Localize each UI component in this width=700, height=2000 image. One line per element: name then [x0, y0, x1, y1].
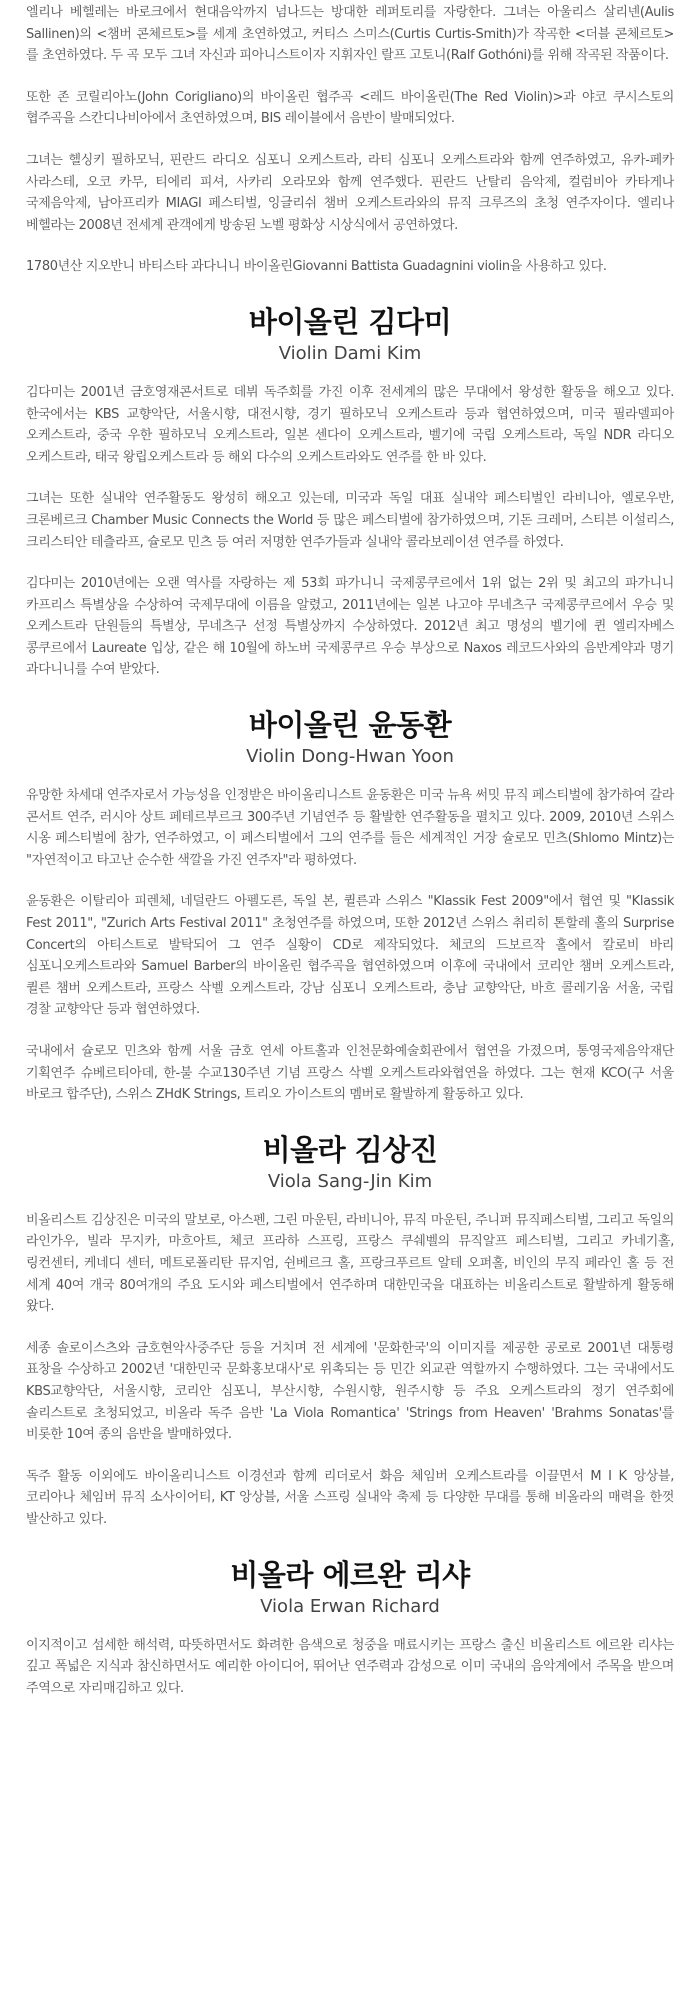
- bio-paragraph: 세종 솔로이스츠와 금호현악사중주단 등을 거치며 전 세계에 '문화한국'의 이미지를 제공한 공로로 2001년 대통령 표창을 수상하고 2002년 '대한민국 문화홍보대사'로 위촉되는 등 민간 외교관 역할까지 수행하였다. 그는 국내에서도 KBS교향악단, 서울시향, 코리안 심포니, 부산시향, 수원시향, 원주시향 등 주요 오케스트라의 정기 연주회에 솔리스트로 초청되었고, 비올라 독주 음반 'La Viola Romantica' 'Strings from Heaven' 'Brahms Sonatas'를 비롯한 10여 종의 음반을 발매하였다.: [26, 1340, 674, 1443]
- section-heading: [26, 1106, 674, 1210]
- section-title: 바이올린 윤동환: [248, 708, 452, 743]
- artist-section-dong-hwan-yoon: [26, 681, 674, 1106]
- intro-paragraph: 그녀는 헬싱키 필하모닉, 핀란드 라디오 심포니 오케스트라, 라티 심포니 오케스트라와 함께 연주하였고, 유카-페카 사라스테, 오코 카무, 티에리 피셔, 사카리 오라모와 함께 연주했다. 핀란드 난탈리 음악제, 컬럼비아 카타게나 국제음악제, 남아프리카 MIAGI 페스티벌, 잉글리쉬 챔버 오케스트라와의 뮤직 크루즈의 초청 연주자이다. 엘리나 베헬라는 2008년 전세계 관객에게 방송된 노벨 평화상 시상식에서 공연하였다.: [26, 152, 674, 233]
- section-heading: [26, 681, 674, 785]
- artist-section-sang-jin-kim: [26, 1106, 674, 1531]
- artist-section-dami-kim: [26, 278, 674, 681]
- section-subtitle: Violin Dong-Hwan Yoon: [246, 746, 454, 768]
- artist-section-erwan-richard: [26, 1531, 674, 1700]
- bio-paragraph: 김다미는 2010년에는 오랜 역사를 자랑하는 제 53회 파가니니 국제콩쿠르에서 1위 없는 2위 및 최고의 파가니니 카프리스 특별상을 수상하여 국제무대에 이름을 알렸고, 2011년에는 일본 나고야 무네츠구 국제콩쿠르에서 우승 및 오케스트라 단원들의 특별상, 무네츠구 선정 특별상까지 수상하였다. 2012년 최고 명성의 벨기에 퀸 엘리자베스 콩쿠르에서 Laureate 입상, 같은 해 10월에 하노버 국제콩쿠르 우승 부상으로 Naxos 레코드사와의 음반계약과 명기 과다니니를 수여 받았다.: [26, 576, 674, 678]
- section-subtitle: Viola Sang-Jin Kim: [267, 1170, 433, 1192]
- bio-paragraph: 국내에서 슐로모 민츠와 함께 서울 금호 연세 아트홀과 인천문화예술회관에서 협연을 가졌으며, 통영국제음악재단 기획연주 슈베르티아데, 한-불 수교130주년 기념 프랑스 삭벨 오케스트라와협연을 하였다. 그는 현재 KCO(구 서울 바로크 합주단), 스위스 ZHdK Strings, 트리오 가이스트의 멤버로 활발하게 활동하고 있다.: [26, 1044, 674, 1103]
- section-title: 비올라 에르완 리샤: [230, 1557, 470, 1592]
- bio-paragraph: 비올리스트 김상진은 미국의 말보로, 아스펜, 그린 마운틴, 라비니아, 뮤직 마운틴, 주니퍼 뮤직페스티벌, 그리고 독일의 라인가우, 빌라 무지카, 마흐아트, 체코 프라하 스프링, 프랑스 쿠쉐벨의 뮤직알프 페스티벌, 그리고 카네기홀, 링컨센터, 케네디 센터, 메트로폴리탄 뮤지엄, 쉰베르크 홀, 프랑크푸르트 알테 오퍼홀, 비인의 무직 페라인 홀 등 전 세계 40여 개국 80여개의 주요 도시와 페스티벌에서 연주하며 대한민국을 대표하는 비올리스트로 활발하게 활동해 왔다.: [26, 1212, 674, 1315]
- intro-paragraph: 또한 존 코릴리아노(John Corigliano)의 바이올린 협주곡 <레드 바이올린(The Red Violin)>과 야코 쿠시스토의 협주곡을 스칸디나비아에서 초연하였으며, BIS 레이블에서 음반이 발매되었다.: [26, 89, 674, 127]
- section-title: 바이올린 김다미: [248, 304, 452, 339]
- bio-paragraph: 이지적이고 섬세한 해석력, 따뜻하면서도 화려한 음색으로 청중을 매료시키는 프랑스 출신 비올리스트 에르완 리샤는 깊고 폭넓은 지식과 참신하면서도 예리한 아이디어, 뛰어난 연주력과 감성으로 이미 국내의 음악계에서 주목을 받으며 주역으로 자리매김하고 있다.: [26, 1637, 674, 1696]
- bio-paragraph: 윤동환은 이탈리아 피렌체, 네덜란드 아펠도른, 독일 본, 퀼른과 스위스 "Klassik Fest 2009"에서 협연 및 "Klassik Fest 2011", "Zurich Arts Festival 2011" 초청연주를 하였으며, 또한 2012년 스위스 취리히 톤할레 홀의 Surprise Concert의 아티스트로 발탁되어 그 연주 실황이 CD로 제작되었다. 체코의 드보르작 홀에서 칼로비 바리 심포니오케스트라와 Samuel Barber의 바이올린 협주곡을 협연하였으며 이후에 국내에서 코리안 챔버 오케스트라, 퀼른 챔버 오케스트라, 프랑스 삭벨 오케스트라, 강남 심포니 오케스트라, 충남 교향악단, 바흐 콜레기움 서울, 국립 경찰 교향악단 등과 협연하였다.: [26, 894, 674, 1018]
- section-title: 비올라 김상진: [262, 1132, 438, 1167]
- bio-paragraph: 유망한 차세대 연주자로서 가능성을 인정받은 바이올리니스트 윤동환은 미국 뉴욕 써밋 뮤직 페스티벌에 참가하여 갈라 콘서트 연주, 러시아 상트 페테르부르크 300주년 기념연주 등 활발한 연주활동을 펼치고 있다. 2009, 2010년 스위스 시옹 페스티벌에 참가, 연주하였고, 이 페스티벌에서 그의 연주를 들은 세계적인 거장 슐로모 민츠(Shlomo Mintz)는 "자연적이고 타고난 순수한 색깔을 가진 연주자"라 평하였다.: [26, 788, 674, 868]
- intro-paragraph: 1780년산 지오반니 바티스타 과다니니 바이올린Giovanni Battista Guadagnini violin을 사용하고 있다.: [26, 259, 607, 275]
- section-heading: [26, 278, 674, 382]
- section-subtitle: Viola Erwan Richard: [260, 1595, 440, 1617]
- section-subtitle: Violin Dami Kim: [278, 342, 422, 364]
- intro-section: [26, 2, 674, 278]
- bio-paragraph: 독주 활동 이외에도 바이올리니스트 이경선과 함께 리더로서 화음 체임버 오케스트라를 이끌면서 M I K 앙상블, 코리아나 체임버 뮤직 소사이어티, KT 앙상블, 서울 스프링 실내악 축제 등 다양한 무대를 통해 비올라의 매력을 한껏 발산하고 있다.: [26, 1468, 674, 1527]
- intro-paragraph: 엘리나 베헬레는 바로크에서 현대음악까지 넘나드는 방대한 레퍼토리를 자랑한다. 그녀는 아울리스 살리넨(Aulis Sallinen)의 <챔버 콘체르토>를 세계 초연하였고, 커티스 스미스(Curtis Curtis-Smith)가 작곡한 <더블 콘체르토>를 초연하였다. 두 곡 모두 그녀 자신과 피아니스트이자 지휘자인 랄프 고토니(Ralf Gothóni)를 위해 작곡된 작품이다.: [26, 5, 674, 64]
- bio-paragraph: 그녀는 또한 실내악 연주활동도 왕성히 해오고 있는데, 미국과 독일 대표 실내악 페스티벌인 라비니아, 엘로우반, 크론베르크 Chamber Music Connects the World 등 많은 페스티벌에 참가하였으며, 기돈 크레머, 스티븐 이설리스, 크리스티안 테츨라프, 슐로모 민츠 등 여러 저명한 연주가들과 실내악 콜라보레이션 연주를 하였다.: [26, 491, 674, 550]
- section-heading: [26, 1531, 674, 1635]
- bio-paragraph: 김다미는 2001년 금호영재콘서트로 데뷔 독주회를 가진 이후 전세계의 많은 무대에서 왕성한 활동을 해오고 있다. 한국에서는 KBS 교향악단, 서울시향, 대전시향, 경기 필하모닉 오케스트라 등과 협연하였으며, 미국 필라델피아 오케스트라, 중국 우한 필하모닉 오케스트라, 일본 센다이 오케스트라, 벨기에 국립 오케스트라, 독일 NDR 라디오 오케스트라, 태국 왕립오케스트라 등 해외 다수의 오케스트라와도 연주를 한 바 있다.: [26, 384, 674, 465]
